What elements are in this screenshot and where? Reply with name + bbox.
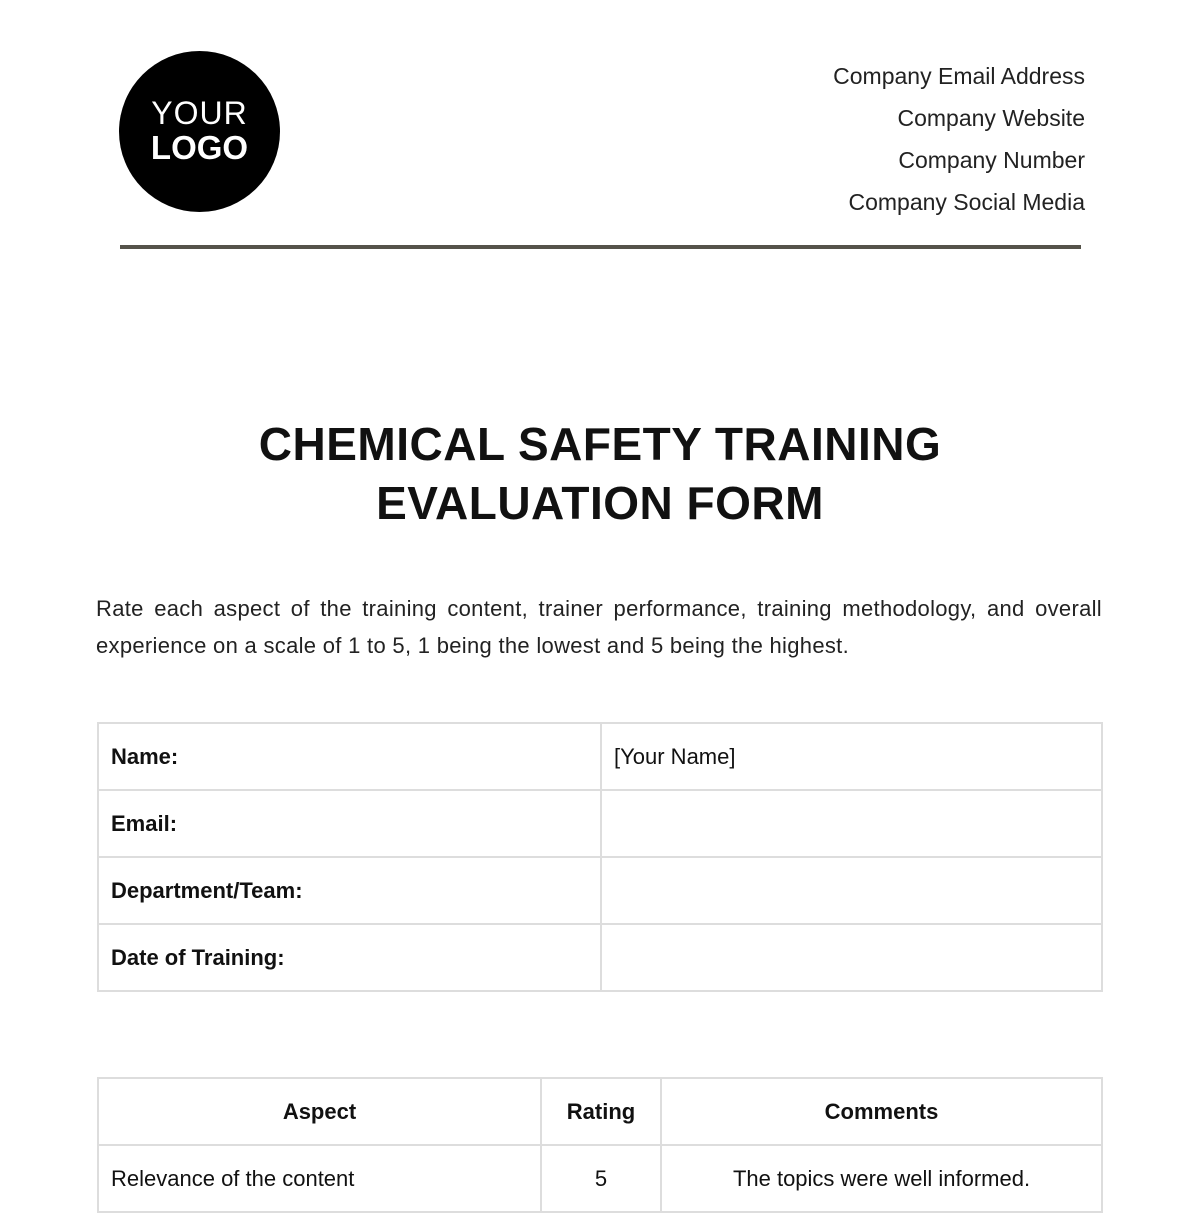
training-date-field[interactable] <box>601 924 1102 991</box>
company-number: Company Number <box>898 147 1085 173</box>
comment-cell[interactable]: The topics were well informed. <box>661 1145 1102 1212</box>
header-aspect: Aspect <box>98 1078 541 1145</box>
company-contact-block <box>833 55 1085 223</box>
table-header-row <box>98 1078 1102 1145</box>
table-row <box>98 924 1102 991</box>
ratings-table <box>97 1077 1103 1213</box>
header-rating: Rating <box>541 1078 661 1145</box>
department-label: Department/Team: <box>98 857 601 924</box>
logo-text-your: YOUR <box>151 95 248 131</box>
department-field[interactable] <box>601 857 1102 924</box>
logo-text-logo: LOGO <box>150 129 249 166</box>
page-title <box>0 415 1200 533</box>
instructions-paragraph: Rate each aspect of the training content, trainer performance, training methodology, and overall experience on a scale of 1 to 5, 1 being the lowest and 5 being the highest. <box>96 596 1102 658</box>
table-row <box>98 723 1102 790</box>
email-label: Email: <box>98 790 601 857</box>
company-social-media: Company Social Media <box>848 189 1085 215</box>
aspect-cell: Relevance of the content <box>98 1145 541 1212</box>
rating-cell[interactable]: 5 <box>541 1145 661 1212</box>
header-comments: Comments <box>661 1078 1102 1145</box>
table-row <box>98 1145 1102 1212</box>
table-row <box>98 790 1102 857</box>
company-logo <box>119 51 280 212</box>
header-divider <box>120 245 1081 249</box>
title-line-2: EVALUATION FORM <box>376 477 824 529</box>
training-date-label: Date of Training: <box>98 924 601 991</box>
name-label: Name: <box>98 723 601 790</box>
company-website: Company Website <box>897 105 1085 131</box>
title-line-1: CHEMICAL SAFETY TRAINING <box>258 418 942 470</box>
participant-info-table <box>97 722 1103 992</box>
table-row <box>98 857 1102 924</box>
company-email: Company Email Address <box>833 63 1085 89</box>
name-field[interactable]: [Your Name] <box>601 723 1102 790</box>
email-field[interactable] <box>601 790 1102 857</box>
